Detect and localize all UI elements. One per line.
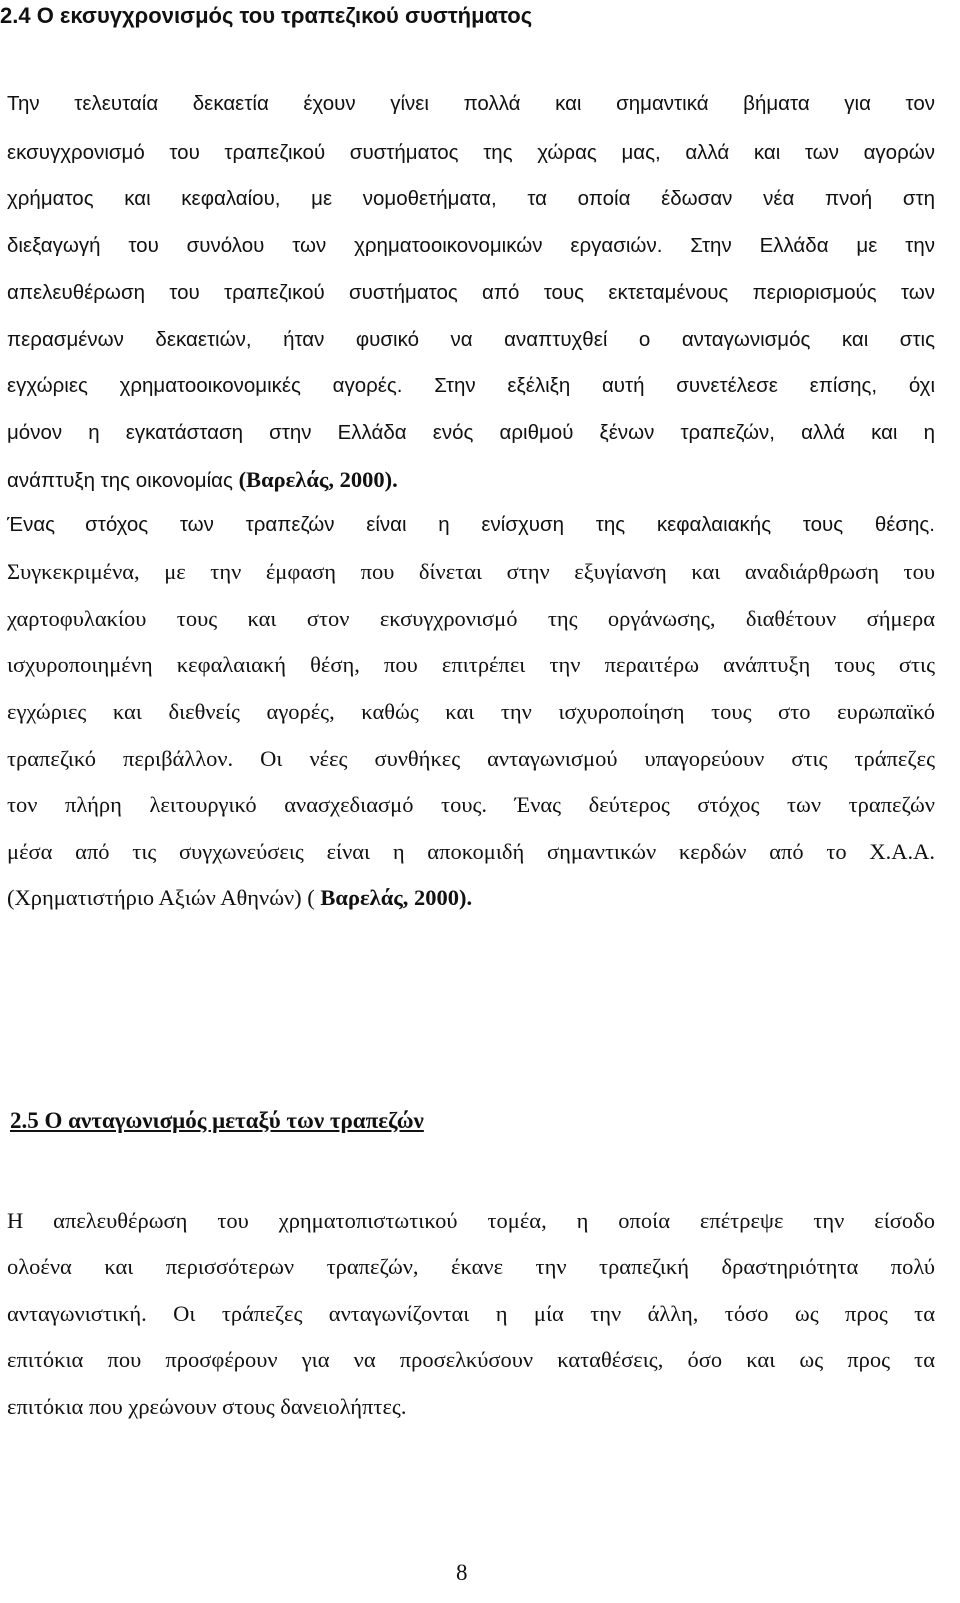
text-line: χρήματος και κεφαλαίου, με νομοθετήματα, τα οποία έδωσαν νέα πνοή στη bbox=[7, 187, 935, 210]
section-heading-2-5: 2.5 Ο ανταγωνισμός μεταξύ των τραπεζών bbox=[10, 1108, 424, 1133]
text-line: τραπεζικό περιβάλλον. Οι νέες συνθήκες ανταγωνισμού υπαγορεύουν στις τράπεζες bbox=[7, 746, 935, 771]
text-line: Η απελευθέρωση του χρηματοπιστωτικού τομέα, η οποία επέτρεψε την είσοδο bbox=[7, 1208, 935, 1233]
text-line bbox=[7, 510, 935, 540]
text-span: Ένας bbox=[7, 513, 56, 536]
text-span: ανάπτυξη της οικονομίας bbox=[7, 469, 239, 492]
text-line: επιτόκια που προσφέρουν για να προσελκύσουν καταθέσεις, όσο και ως προς τα bbox=[7, 1347, 935, 1372]
text-line bbox=[7, 465, 935, 495]
text-span: (Χρηματιστήριο Αξιών Αθηνών) ( bbox=[7, 885, 321, 910]
text-line: μόνον η εγκατάσταση στην Ελλάδα ενός αριθμού ξένων τραπεζών, αλλά και η bbox=[7, 421, 935, 444]
text-line: μέσα από τις συγχωνεύσεις είναι η αποκομιδή σημαντικών κερδών από το Χ.Α.Α. bbox=[7, 839, 935, 864]
citation: (Βαρελάς, 2000). bbox=[238, 467, 398, 492]
text-line: ολοένα και περισσότερων τραπεζών, έκανε την τραπεζική δραστηριότητα πολύ bbox=[7, 1254, 935, 1279]
text-line: εγχώριες χρηματοοικονομικές αγορές. Στην εξέλιξη αυτή συνετέλεσε επίσης, όχι bbox=[7, 374, 935, 397]
text-line bbox=[7, 883, 935, 913]
text-line: χαρτοφυλακίου τους και στον εκσυγχρονισμό της οργάνωσης, διαθέτουν σήμερα bbox=[7, 606, 935, 631]
text-line: τον πλήρη λειτουργικό ανασχεδιασμό τους. Ένας δεύτερος στόχος των τραπεζών bbox=[7, 792, 935, 817]
text-line: εγχώριες και διεθνείς αγορές, καθώς και την ισχυροποίηση τους στο ευρωπαϊκό bbox=[7, 699, 935, 724]
text-line: διεξαγωγή του συνόλου των χρηματοοικονομικών εργασιών. Στην Ελλάδα με την bbox=[7, 234, 935, 257]
page-number: 8 bbox=[456, 1560, 468, 1585]
section-heading-2-4: 2.4 Ο εκσυγχρονισμός του τραπεζικού συστήματος bbox=[0, 3, 533, 28]
text-line: απελευθέρωση του τραπεζικού συστήματος από τους εκτεταμένους περιορισμούς των bbox=[7, 281, 935, 304]
text-line: ανταγωνιστική. Οι τράπεζες ανταγωνίζονται η μία την άλλη, τόσο ως προς τα bbox=[7, 1301, 935, 1326]
text-line: ισχυροποιημένη κεφαλαιακή θέση, που επιτρέπει την περαιτέρω ανάπτυξη τους στις bbox=[7, 652, 935, 677]
citation: Βαρελάς, 2000). bbox=[320, 885, 473, 910]
text-line: Την τελευταία δεκαετία έχουν γίνει πολλά και σημαντικά βήματα για τον bbox=[7, 92, 935, 115]
text-line: εκσυγχρονισμό του τραπεζικού συστήματος της χώρας μας, αλλά και των αγορών bbox=[7, 141, 935, 164]
text-span: στόχος των τραπεζών είναι η ενίσχυση της κεφαλαιακής τους θέσης. bbox=[85, 513, 935, 536]
text-line: περασμένων δεκαετιών, ήταν φυσικό να αναπτυχθεί ο ανταγωνισμός και στις bbox=[7, 328, 935, 351]
text-line: Συγκεκριμένα, με την έμφαση που δίνεται στην εξυγίανση και αναδιάρθρωση του bbox=[7, 559, 935, 584]
text-line: επιτόκια που χρεώνουν στους δανειολήπτες. bbox=[7, 1394, 407, 1419]
